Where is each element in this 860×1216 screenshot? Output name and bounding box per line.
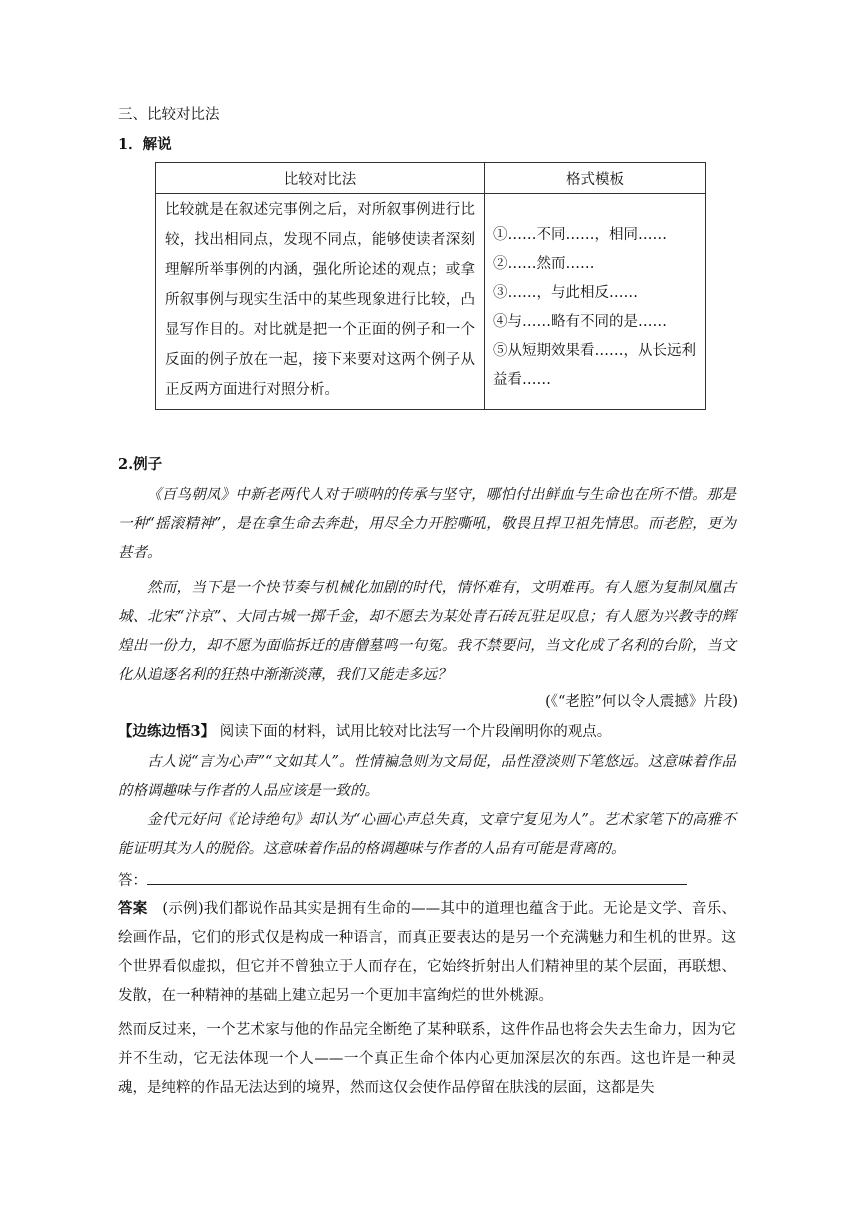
exercise-prompt: 阅读下面的材料，试用比较对比法写一个片段阐明你的观点。 — [219, 724, 612, 740]
template-item: ⑤从短期效果看……，从长远利益看…… — [493, 343, 696, 388]
answer-blank-line[interactable] — [147, 870, 687, 885]
answer-paragraph-1 — [118, 894, 736, 1011]
example-source: (《“老腔”何以令人震撼》片段) — [545, 694, 738, 710]
example-paragraph-2: 然而，当下是一个快节奏与机械化加剧的时代，情怀难有，文明难再。有人愿为复制凤凰古城、北宋“汴京”、大同古城一掷千金，却不愿去为某处青石砖瓦驻足叹息；有人愿为兴教寺的辉煌出一份力，却不愿为面临拆迁的唐僧墓鸣一句冤。我不禁要问，当文化成了名利的台阶，当文化从追逐名利的狂热中渐渐淡薄，我们又能走多远？ — [118, 580, 736, 683]
table-header-method: 比较对比法 — [156, 163, 485, 194]
template-item: ②……然而…… — [493, 256, 595, 272]
example-paragraph-1: 《百鸟朝凤》中新老两代人对于唢呐的传承与坚守，哪怕付出鲜血与生命也在所不惜。那是一种“摇滚精神”，是在拿生命去奔赴，用尽全力开腔嘶吼，敬畏且捍卫祖先情思。而老腔，更为甚者。 — [118, 487, 736, 561]
answer-label: 答案 — [118, 900, 148, 917]
subsection-example-heading: 2.例子 — [118, 456, 163, 473]
exercise-line — [118, 722, 611, 742]
template-item: ①……不同……，相同…… — [493, 227, 667, 243]
template-item: ④与……略有不同的是…… — [493, 314, 667, 330]
comparison-table — [155, 162, 706, 410]
template-item: ③……，与此相反…… — [493, 285, 638, 301]
answer-text-1: (示例)我们都说作品其实是拥有生命的——其中的道理也蕴含于此。无论是文学、音乐、绘画作品，它们的形式仅是构成一种语言，而真正要表达的是另一个充满魅力和生机的世界。这个世界看似虚拟，但它并不曾独立于人而存在，它始终折射出人们精神里的某个层面，再联想、发散，在一种精神的基础上建立起另一个更加丰富绚烂的世外桃源。 — [118, 901, 737, 1004]
section-title: 三、比较对比法 — [118, 107, 220, 123]
template-list-cell — [485, 194, 706, 410]
answer-prompt-label: 答： — [118, 873, 147, 889]
table-header-row — [156, 163, 706, 194]
material-paragraph-2: 金代元好问《论诗绝句》却认为“心画心声总失真，文章宁复见为人”。艺术家笔下的高雅不能证明其为人的脱俗。这意味着作品的格调趣味与作者的人品有可能是背离的。 — [118, 812, 736, 857]
method-description-cell: 比较就是在叙述完事例之后，对所叙事例进行比较，找出相同点，发现不同点，能够使读者深刻理解所举事例的内涵，强化所论述的观点；或拿所叙事例与现实生活中的某些现象进行比较，凸显写作目的。对比就是把一个正面的例子和一个反面的例子放在一起，接下来要对这两个例子从正反两方面进行对照分析。 — [156, 194, 485, 410]
exercise-label: 【边练边悟3】 — [118, 723, 216, 740]
table-header-template: 格式模板 — [485, 163, 706, 194]
table-row — [156, 194, 706, 410]
answer-paragraph-2: 然而反过来，一个艺术家与他的作品完全断绝了某种联系，这件作品也将会失去生命力，因为它并不生动，它无法体现一个人——一个真正生命个体内心更加深层次的东西。这也许是一种灵魂，是纯粹的作品无法达到的境界，然而这仅会使作品停留在肤浅的层面，这都是失 — [118, 1022, 736, 1096]
material-paragraph-1: 古人说“言为心声”“文如其人”。性情褊急则为文局促，品性澄淡则下笔悠远。这意味着作品的格调趣味与作者的人品应该是一致的。 — [118, 754, 736, 799]
subsection-explanation-heading: 1．解说 — [118, 136, 172, 153]
answer-prompt-line — [118, 870, 687, 891]
